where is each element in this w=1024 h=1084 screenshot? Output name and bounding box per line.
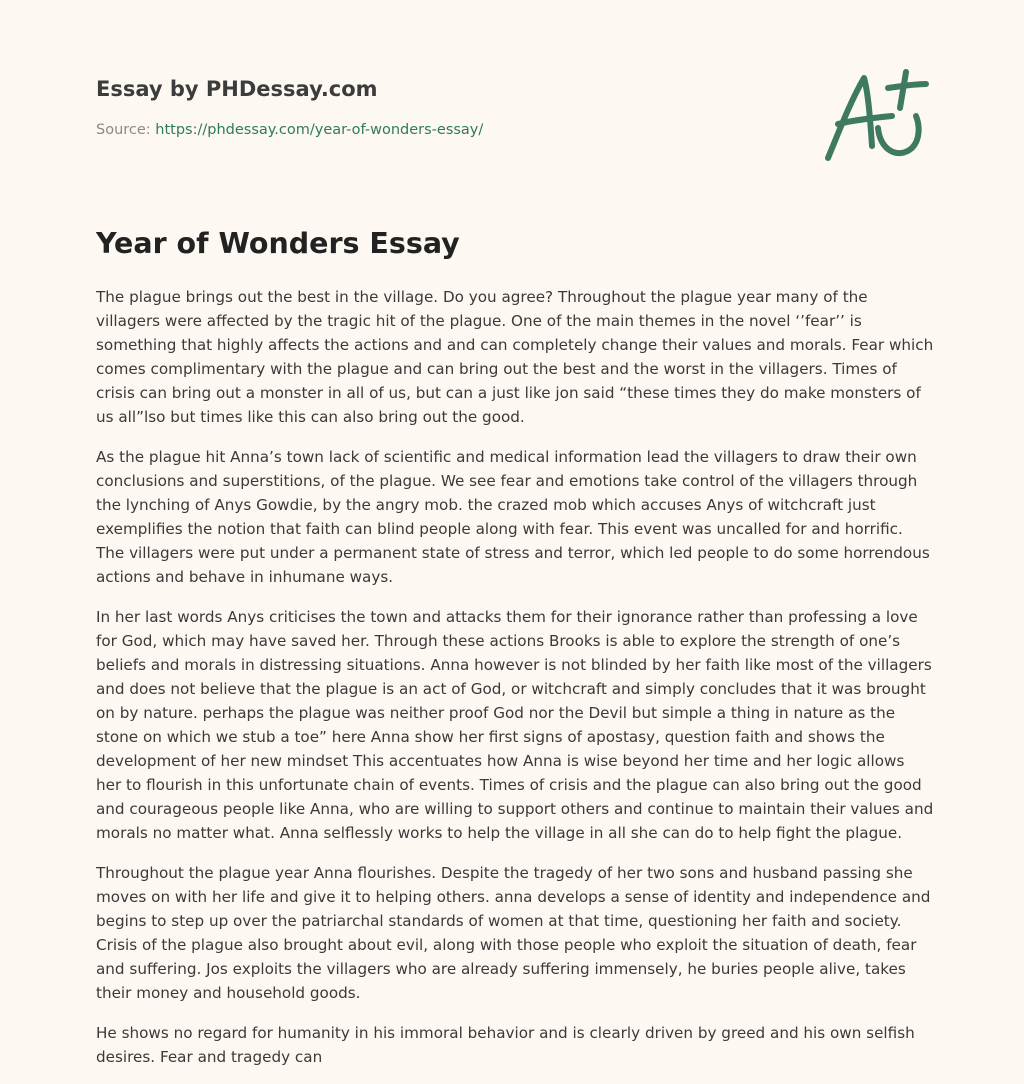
source-line: [96, 120, 796, 140]
a-plus-grade-icon: [816, 62, 932, 168]
essay-title: Year of Wonders Essay: [96, 227, 460, 260]
essay-paragraph: He shows no regard for humanity in his immoral behavior and is clearly driven by greed and his own selfish desires. Fear and tragedy can: [96, 1024, 915, 1066]
source-link[interactable]: https://phdessay.com/year-of-wonders-essay/: [155, 122, 484, 138]
source-label: Source:: [96, 122, 151, 138]
essay-body: [96, 285, 934, 1084]
essay-paragraph: As the plague hit Anna’s town lack of scientific and medical information lead the villagers to draw their own conclusions and superstitions, of the plague. We see fear and emotions take control of the villagers through the lynching of Anys Gowdie, by the angry mob. the crazed mob which accuses Anys of witchcraft just exemplifies the notion that faith can blind people along with fear. This event was uncalled for and horrific. The villagers were put under a permanent state of stress and terror, which led people to do some horrendous actions and behave in inhumane ways.: [96, 448, 930, 586]
essay-paragraph: The plague brings out the best in the village. Do you agree? Throughout the plague year many of the villagers were affected by the tragic hit of the plague. One of the main themes in the novel ‘’fear’’ is something that highly affects the actions and and can completely change their values and morals. Fear which comes complimentary with the plague and can bring out the best and the worst in the villagers. Times of crisis can bring out a monster in all of us, but can a just like jon said “these times they do make monsters of us all”lso but times like this can also bring out the good.: [96, 288, 934, 426]
essay-paragraph: Throughout the plague year Anna flourishes. Despite the tragedy of her two sons and husband passing she moves on with her life and give it to helping others. anna develops a sense of identity and independence and begins to step up over the patriarchal standards of women at that time, questioning her faith and society. Crisis of the plague also brought about evil, along with those people who exploit the situation of death, fear and suffering. Jos exploits the villagers who are already suffering immensely, he buries people alive, takes their money and household goods.: [96, 864, 931, 1002]
page-header: [96, 72, 796, 140]
brand-name: Essay by PHDessay.com: [96, 77, 378, 101]
essay-paragraph: In her last words Anys criticises the town and attacks them for their ignorance rather than professing a love for God, which may have saved her. Through these actions Brooks is able to explore the strength of one’s beliefs and morals in distressing situations. Anna however is not blinded by her faith like most of the villagers and does not believe that the plague is an act of God, or witchcraft and simply concludes that it was brought on by nature. perhaps the plague was neither proof God nor the Devil but simple a thing in nature as the stone on which we stub a toe” here Anna show her first signs of apostasy, question faith and shows the development of her new mindset This accentuates how Anna is wise beyond her time and her logic allows her to flourish in this unfortunate chain of events. Times of crisis and the plague can also bring out the good and courageous people like Anna, who are willing to support others and continue to maintain their values and morals no matter what. Anna selflessly works to help the village in all she can do to help fight the plague.: [96, 608, 934, 842]
